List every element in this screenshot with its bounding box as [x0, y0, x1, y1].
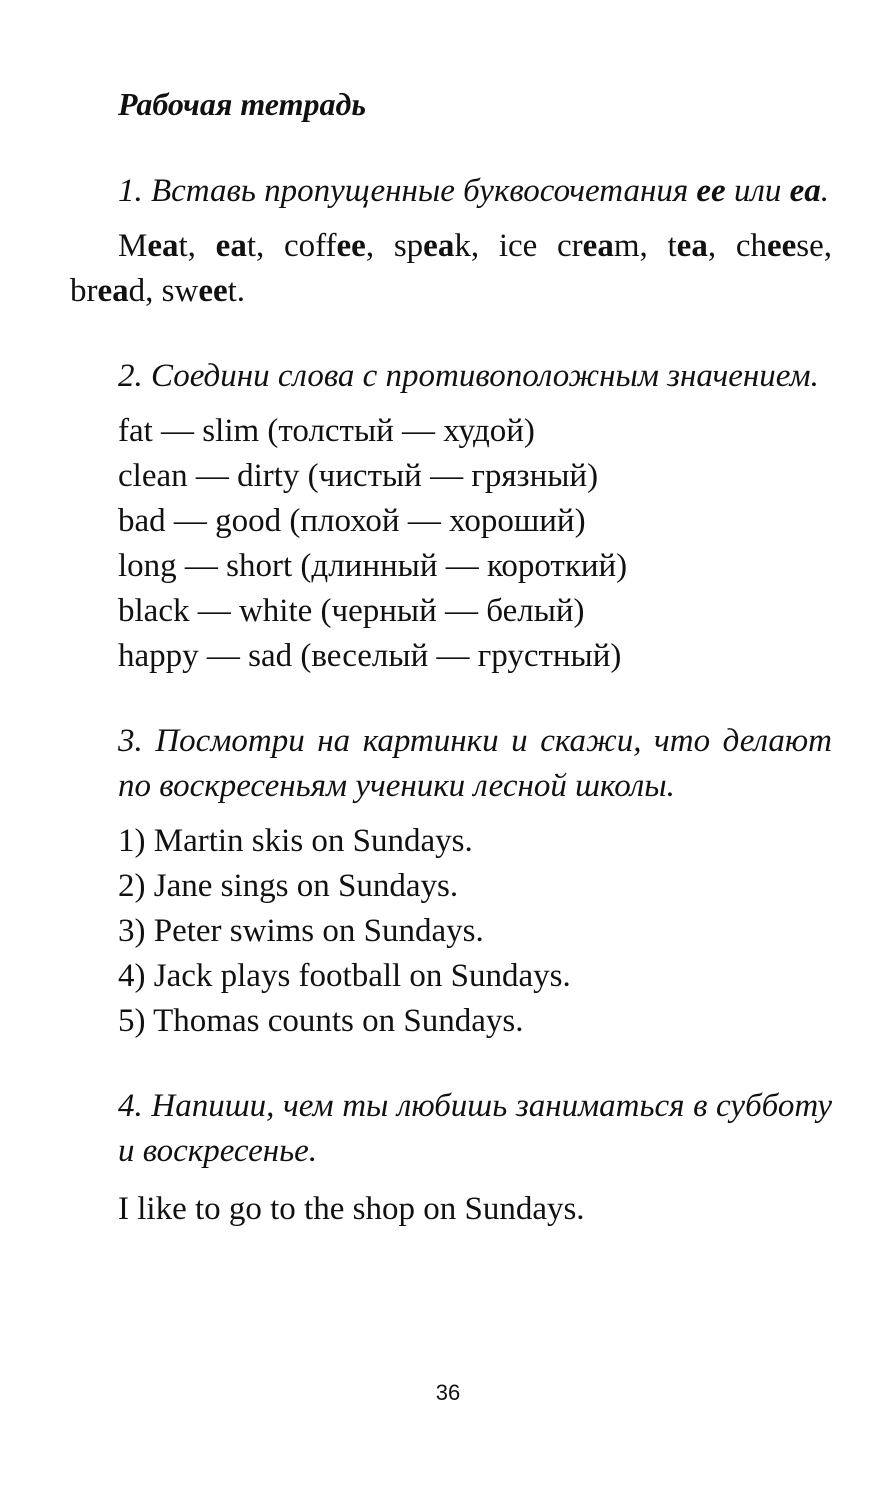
page-title: Рабочая тетрадь: [118, 86, 366, 122]
text-segment: se, br: [70, 228, 833, 309]
text-segment: t, coff: [246, 228, 337, 264]
page-number: 36: [435, 1380, 461, 1405]
bold-letters: ea: [215, 228, 247, 264]
bold-letters: ea: [97, 273, 129, 309]
list-item: 1) Martin skis on Sundays.: [118, 823, 473, 859]
bold-letters: ee: [766, 228, 797, 264]
text-segment: , sp: [365, 228, 424, 264]
text-segment: t,: [178, 228, 216, 264]
list-item: 4) Jack plays football on Sundays.: [118, 958, 571, 994]
task3-list: [70, 819, 832, 1044]
task4-instruction: 4. Напиши, чем ты любишь заниматься в субботу и воскресенье.: [118, 1088, 832, 1169]
text-segment: t.: [227, 273, 246, 309]
task4-answer: I like to go to the shop on Sundays.: [118, 1191, 585, 1227]
list-item: 3) Peter swims on Sundays.: [118, 913, 484, 949]
list-item: clean — dirty (чистый — грязный): [118, 458, 599, 494]
bold-letters: ea: [676, 228, 708, 264]
text-segment: .: [820, 173, 829, 209]
task1-instruction: [70, 169, 832, 214]
task3-instruction: 3. Посмотри на картинки и скажи, что делают по воскресеньям ученики лесной школы.: [118, 723, 832, 804]
text-segment: d, sw: [128, 273, 199, 309]
text-segment: , ch: [707, 228, 767, 264]
bold-letters: ee: [696, 173, 726, 209]
bold-letters: ee: [336, 228, 366, 264]
task2-instruction: 2. Соедини слова с противоположным значением.: [118, 358, 819, 394]
bold-letters: ea: [582, 228, 614, 264]
list-item: 2) Jane sings on Sundays.: [118, 868, 459, 904]
page: [70, 82, 832, 1232]
list-item: 5) Thomas counts on Sundays.: [118, 1003, 524, 1039]
task1-answer: [70, 224, 832, 314]
list-item: long — short (длинный — короткий): [118, 548, 628, 584]
list-item: bad — good (плохой — хороший): [118, 503, 586, 539]
list-item: fat — slim (толстый — худой): [118, 413, 535, 449]
list-item: happy — sad (веселый — грустный): [118, 638, 622, 674]
text-segment: k, ice cr: [454, 228, 583, 264]
bold-letters: ea: [789, 173, 821, 209]
task2-list: [70, 409, 832, 679]
list-item: black — white (черный — белый): [118, 593, 585, 629]
text-segment: m, t: [613, 228, 677, 264]
bold-letters: ee: [198, 273, 228, 309]
text-segment: или: [725, 173, 790, 209]
bold-letters: ea: [147, 228, 179, 264]
text-segment: 1. Вставь пропущенные буквосочетания: [118, 173, 697, 209]
text-segment: M: [118, 228, 148, 264]
bold-letters: ea: [423, 228, 455, 264]
